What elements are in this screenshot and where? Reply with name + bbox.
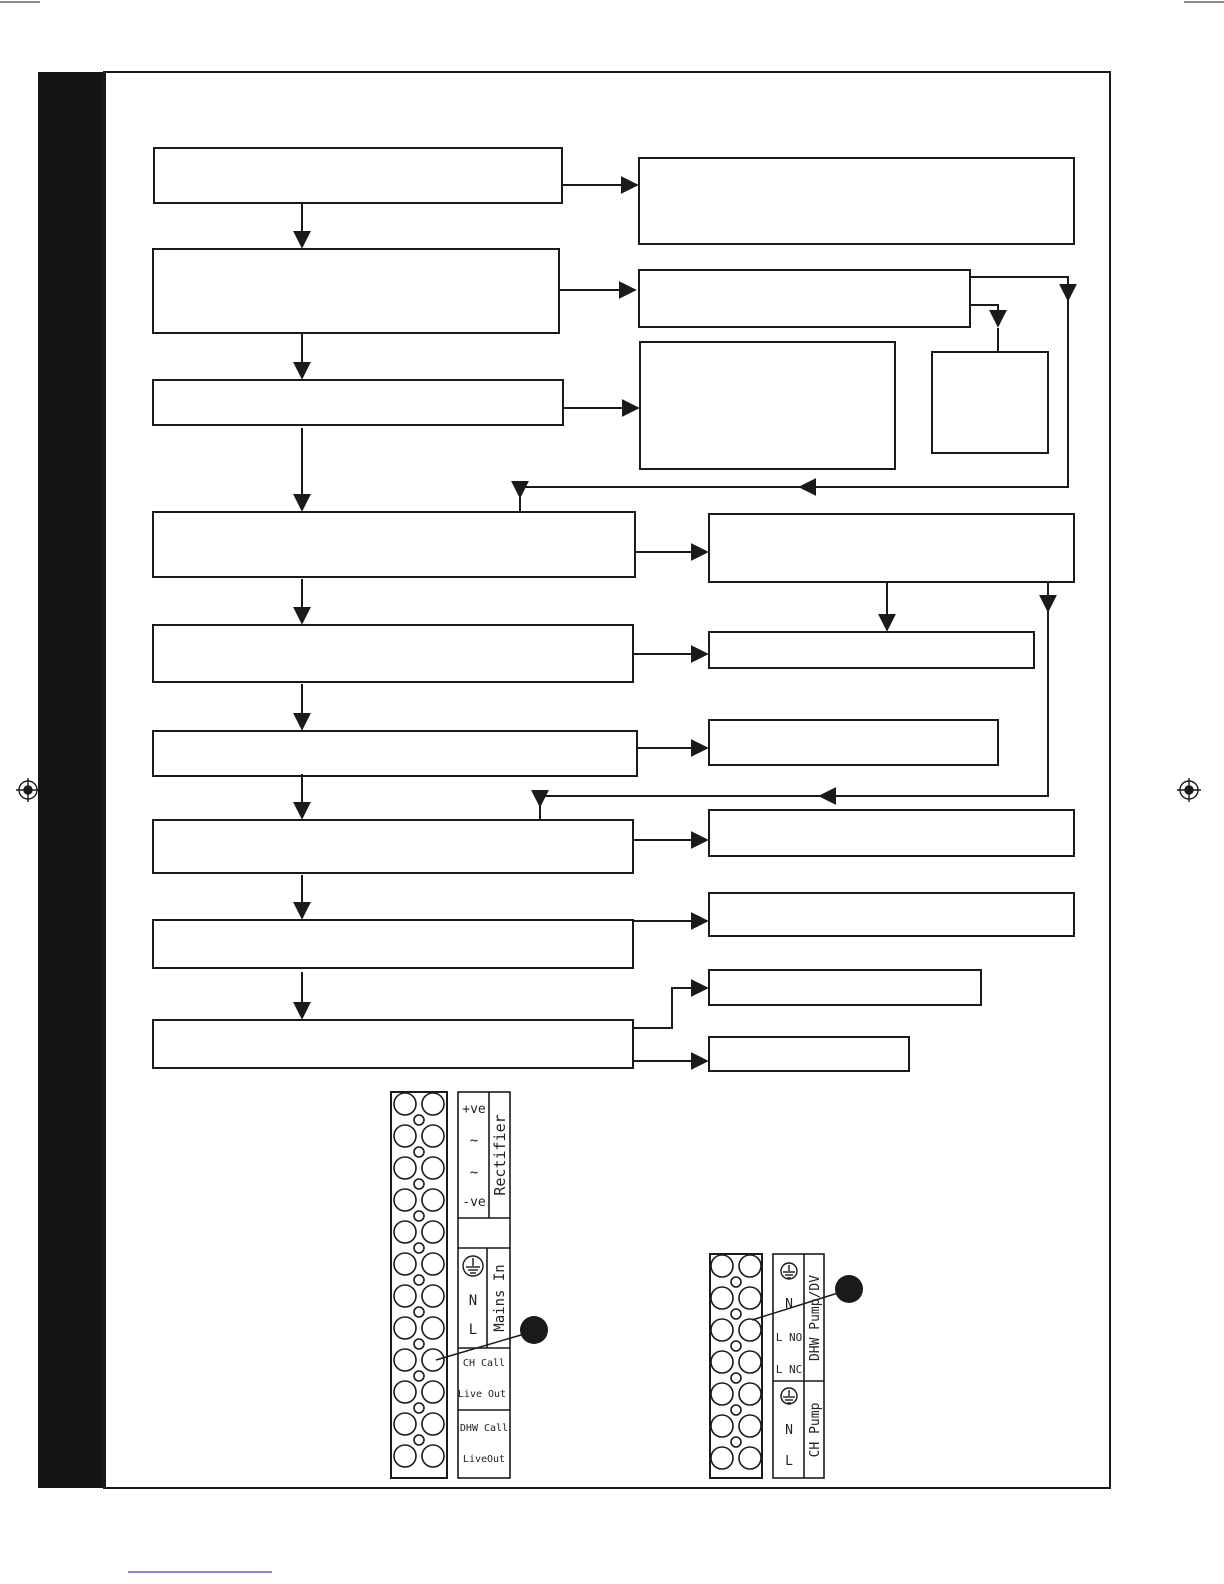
screw-terminal-hole bbox=[394, 1125, 416, 1147]
dhw-pin-l-no: L NO bbox=[775, 1331, 803, 1344]
arrow-right-9 bbox=[633, 988, 707, 1028]
screw-terminal-hole bbox=[422, 1157, 444, 1179]
screw-terminal-hole bbox=[739, 1287, 761, 1309]
dhw-pin-l-nc: L NC bbox=[775, 1363, 803, 1376]
screw-terminal-hole bbox=[739, 1255, 761, 1277]
terminal-pin-hole bbox=[731, 1341, 741, 1351]
screw-terminal-hole bbox=[739, 1383, 761, 1405]
screw-terminal-hole bbox=[711, 1415, 733, 1437]
dhw-pump-dv-label: DHW Pump/DV bbox=[808, 1274, 823, 1362]
pin-ac-1: ~ bbox=[469, 1133, 479, 1149]
sidebar-band bbox=[38, 72, 106, 1488]
terminal-pin-hole bbox=[414, 1435, 424, 1445]
result-box-10 bbox=[709, 970, 981, 1005]
terminal-pin-hole bbox=[414, 1179, 424, 1189]
screw-terminal-hole bbox=[739, 1447, 761, 1469]
registration-mark-right-icon bbox=[1177, 778, 1201, 802]
callout-marker-right bbox=[835, 1275, 863, 1303]
screw-terminal-hole bbox=[394, 1285, 416, 1307]
pin-ac-2: ~ bbox=[469, 1165, 479, 1181]
ch-pin-n: N bbox=[785, 1423, 793, 1438]
result-box-6 bbox=[709, 632, 1034, 668]
screw-terminal-hole bbox=[739, 1351, 761, 1373]
screw-terminal-hole bbox=[422, 1093, 444, 1115]
flow-step-2 bbox=[153, 249, 559, 333]
loop-back-lower bbox=[540, 582, 1048, 820]
screw-terminal-hole bbox=[422, 1189, 444, 1211]
terminal-pin-hole bbox=[414, 1115, 424, 1125]
mains-in-label: Mains In bbox=[492, 1264, 508, 1332]
flow-step-5 bbox=[153, 625, 633, 682]
result-box-2 bbox=[639, 270, 970, 327]
result-box-8 bbox=[709, 810, 1074, 856]
terminal-pin-hole bbox=[414, 1307, 424, 1317]
terminal-pin-hole bbox=[414, 1211, 424, 1221]
screw-terminal-hole bbox=[422, 1413, 444, 1435]
dhw-pin-n: N bbox=[785, 1297, 793, 1312]
result-box-11 bbox=[709, 1037, 909, 1071]
screw-terminal-hole bbox=[739, 1415, 761, 1437]
terminal-pin-hole bbox=[731, 1437, 741, 1447]
screw-terminal-hole bbox=[422, 1125, 444, 1147]
screw-terminal-hole bbox=[394, 1157, 416, 1179]
callout-marker-left bbox=[520, 1316, 548, 1344]
result-box-4 bbox=[932, 352, 1048, 453]
terminal-pin-hole bbox=[414, 1339, 424, 1349]
screw-terminal-hole bbox=[394, 1221, 416, 1243]
terminal-pin-hole bbox=[414, 1275, 424, 1285]
terminal-pin-hole bbox=[731, 1309, 741, 1319]
terminal-pin-hole bbox=[414, 1243, 424, 1253]
terminal-pin-hole bbox=[731, 1405, 741, 1415]
screw-terminal-hole bbox=[711, 1319, 733, 1341]
terminal-block-right bbox=[710, 1254, 863, 1478]
pin-minus-ve: -ve bbox=[462, 1195, 486, 1210]
connector-box2-box4 bbox=[970, 305, 998, 326]
screw-terminal-hole bbox=[394, 1253, 416, 1275]
flow-step-3 bbox=[153, 380, 563, 425]
screw-terminal-hole bbox=[422, 1381, 444, 1403]
dhw-live-out-label: LiveOut bbox=[462, 1454, 506, 1465]
result-box-7 bbox=[709, 720, 998, 765]
screw-terminal-hole bbox=[711, 1447, 733, 1469]
screw-terminal-hole bbox=[394, 1413, 416, 1435]
screw-terminal-hole bbox=[422, 1221, 444, 1243]
terminal-pin-hole bbox=[731, 1277, 741, 1287]
screw-terminal-hole bbox=[711, 1255, 733, 1277]
flow-step-6 bbox=[153, 731, 637, 776]
screw-terminal-hole bbox=[711, 1351, 733, 1373]
screw-terminal-hole bbox=[422, 1285, 444, 1307]
pin-plus-ve: +ve bbox=[462, 1102, 486, 1117]
registration-mark-left-icon bbox=[16, 778, 40, 802]
mains-pin-l: L bbox=[468, 1322, 478, 1338]
screw-terminal-hole bbox=[422, 1253, 444, 1275]
side-results bbox=[639, 158, 1074, 1071]
terminal-pin-hole bbox=[414, 1147, 424, 1157]
ch-live-out-label: Live Out bbox=[457, 1389, 507, 1400]
terminal-block-left bbox=[391, 1092, 548, 1478]
flow-steps bbox=[153, 148, 637, 1068]
ch-pump-label: CH Pump bbox=[808, 1402, 823, 1458]
earth-icon bbox=[781, 1263, 797, 1279]
result-box-1 bbox=[639, 158, 1074, 244]
screw-terminal-hole bbox=[739, 1319, 761, 1341]
screw-terminal-hole bbox=[422, 1445, 444, 1467]
ch-call-label: CH Call bbox=[462, 1358, 506, 1369]
flow-step-4 bbox=[153, 512, 635, 577]
flow-step-8 bbox=[153, 920, 633, 968]
dhw-call-label: DHW Call bbox=[459, 1423, 509, 1434]
screw-terminal-hole bbox=[394, 1189, 416, 1211]
terminal-pin-hole bbox=[731, 1373, 741, 1383]
flow-step-1 bbox=[154, 148, 562, 203]
screw-terminal-hole bbox=[394, 1093, 416, 1115]
mains-pin-n: N bbox=[468, 1293, 478, 1309]
screw-terminal-hole bbox=[711, 1383, 733, 1405]
flow-step-7 bbox=[153, 820, 633, 873]
screw-terminal-hole bbox=[422, 1317, 444, 1339]
result-box-9 bbox=[709, 893, 1074, 936]
screw-terminal-hole bbox=[394, 1349, 416, 1371]
terminal-pin-hole bbox=[414, 1371, 424, 1381]
screw-terminal-hole bbox=[711, 1287, 733, 1309]
screw-terminal-hole bbox=[394, 1381, 416, 1403]
terminal-pin-hole bbox=[414, 1403, 424, 1413]
result-box-5 bbox=[709, 514, 1074, 582]
result-box-3 bbox=[640, 342, 895, 469]
screw-terminal-hole bbox=[422, 1349, 444, 1371]
screw-terminal-hole bbox=[394, 1317, 416, 1339]
flow-step-9 bbox=[153, 1020, 633, 1068]
earth-icon bbox=[463, 1256, 483, 1276]
rectifier-label: Rectifier bbox=[491, 1114, 509, 1196]
ch-pin-l: L bbox=[785, 1454, 793, 1469]
screw-terminal-hole bbox=[394, 1445, 416, 1467]
earth-icon bbox=[781, 1388, 797, 1404]
